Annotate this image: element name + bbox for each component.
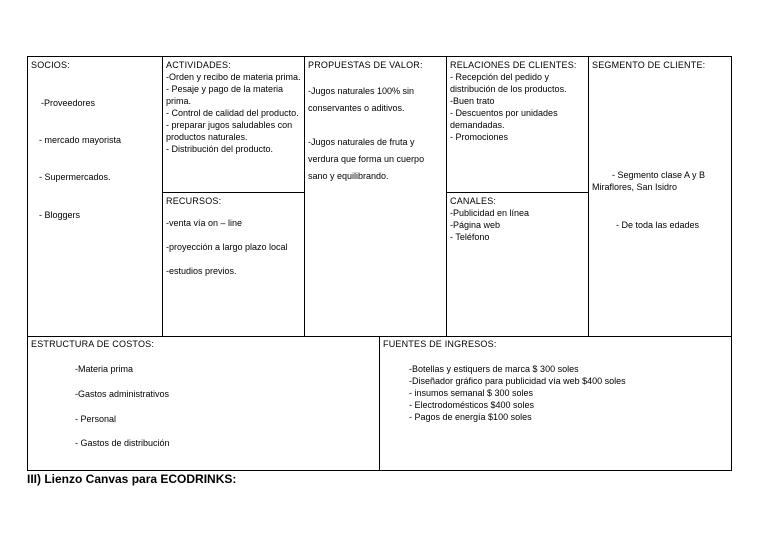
list-item: -Orden y recibo de materia prima.: [166, 72, 301, 82]
recursos-title: RECURSOS:: [166, 196, 222, 206]
list-item: - Bloggers: [39, 210, 81, 220]
list-item: -venta vía on – line: [166, 218, 243, 228]
list-item: - Segmento clase A y B Miraflores, San Isidro: [592, 170, 708, 192]
list-item: -Buen trato: [450, 96, 495, 106]
divider: [162, 192, 304, 193]
divider: [446, 192, 588, 193]
ingresos-title: FUENTES DE INGRESOS:: [383, 339, 497, 349]
list-item: - Pesaje y pago de la materia prima.: [166, 84, 286, 106]
actividades-title: ACTIVIDADES:: [166, 60, 231, 70]
relaciones-cell: [450, 59, 586, 191]
segmento-title: SEGMENTO DE CLIENTE:: [592, 60, 706, 70]
costos-cell: [31, 338, 377, 470]
list-item: -Jugos naturales 100% sin conservantes o aditivos.: [308, 86, 417, 113]
list-item: - Recepción del pedido y distribución de los productos.: [450, 72, 567, 94]
divider: [588, 57, 589, 336]
divider: [446, 57, 447, 336]
actividades-cell: [166, 59, 302, 191]
divider: [379, 336, 380, 471]
list-item: - Teléfono: [450, 232, 490, 242]
socios-title: SOCIOS:: [31, 60, 70, 70]
segmento-cell: [592, 59, 730, 334]
relaciones-title: RELACIONES DE CLIENTES:: [450, 60, 577, 70]
propuestas-title: PROPUESTAS DE VALOR:: [308, 60, 423, 70]
recursos-cell: [166, 195, 302, 333]
list-item: - Control de calidad del producto.: [166, 108, 299, 118]
list-item: - Promociones: [450, 132, 509, 142]
list-item: - Pagos de energía $100 soles: [409, 412, 532, 422]
list-item: -Página web: [450, 220, 501, 230]
list-item: -Diseñador gráfico para publicidad vía web $400 soles: [409, 376, 626, 386]
list-item: -Botellas y estiquers de marca $ 300 soles: [409, 364, 579, 374]
list-item: - De toda las edades: [616, 220, 700, 230]
list-item: -Jugos naturales de fruta y verdura que forma un cuerpo sano y equilibrando.: [308, 137, 427, 181]
list-item: -Gastos administrativos: [75, 389, 170, 399]
list-item: -proyección a largo plazo local: [166, 242, 288, 252]
canales-cell: [450, 195, 586, 333]
socios-cell: [31, 59, 159, 334]
ingresos-cell: [383, 338, 729, 470]
list-item: -estudios previos.: [166, 266, 237, 276]
list-item: - Descuentos por unidades demandadas.: [450, 108, 561, 130]
business-model-canvas: [27, 56, 732, 471]
canales-title: CANALES:: [450, 196, 497, 206]
list-item: -Proveedores: [41, 98, 96, 108]
list-item: - mercado mayorista: [39, 135, 122, 145]
ingresos-list: [409, 363, 626, 423]
list-item: - preparar jugos saludables con productos naturales.: [166, 120, 295, 142]
list-item: - Supermercados.: [39, 172, 111, 182]
propuestas-cell: [308, 59, 444, 334]
list-item: - Personal: [75, 414, 117, 424]
divider: [162, 57, 163, 336]
list-item: -Publicidad en línea: [450, 208, 530, 218]
section-heading: III) Lienzo Canvas para ECODRINKS:: [27, 472, 237, 486]
list-item: - insumos semanal $ 300 soles: [409, 388, 534, 398]
list-item: - Gastos de distribución: [75, 438, 170, 448]
costos-title: ESTRUCTURA DE COSTOS:: [31, 339, 155, 349]
list-item: - Electrodomésticos $400 soles: [409, 400, 535, 410]
list-item: - Distribución del producto.: [166, 144, 274, 154]
divider: [304, 57, 305, 336]
list-item: -Materia prima: [75, 364, 134, 374]
